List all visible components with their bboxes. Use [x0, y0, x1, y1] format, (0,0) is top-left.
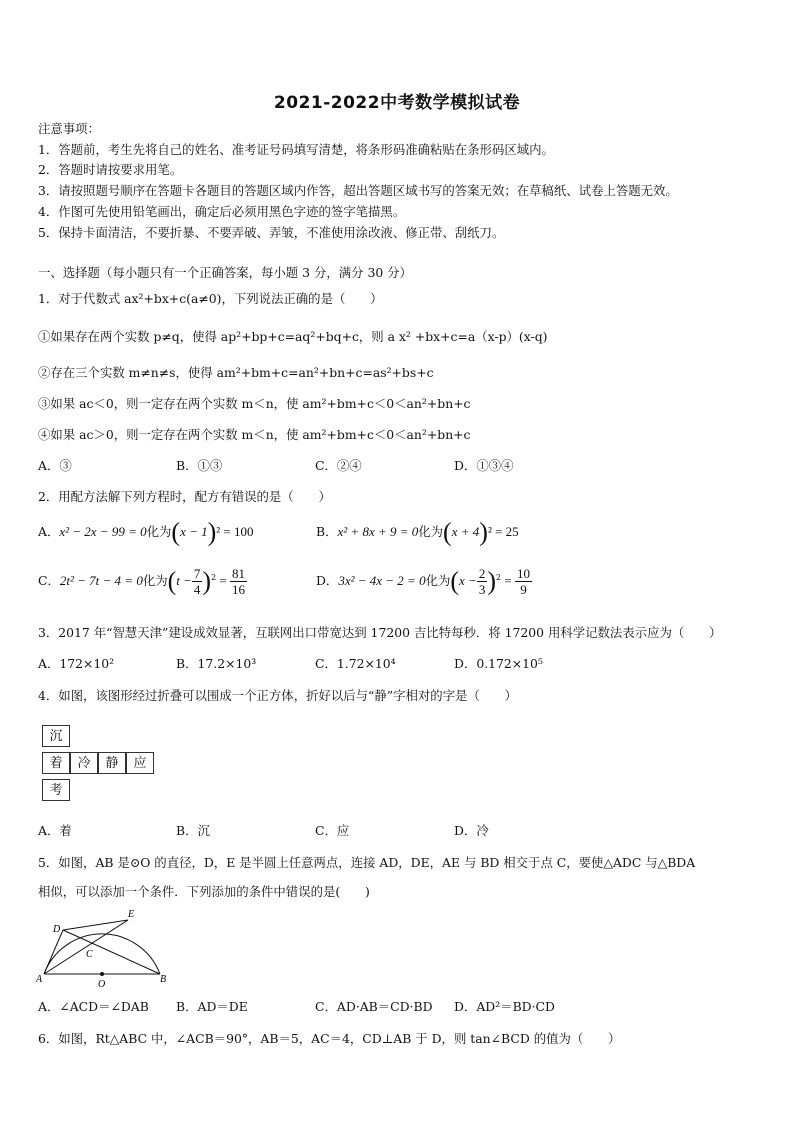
question-5-stem-cont: 相似，可以添加一个条件．下列添加的条件中错误的是( ) [38, 884, 370, 899]
point-label: C [86, 949, 93, 960]
q4-option-b: B．沉 [176, 823, 210, 838]
net-cell: 静 [98, 752, 126, 774]
question-4-stem: 4．如图，该图形经过折叠可以围成一个正方体，折好以后与“静”字相对的字是（ ） [38, 688, 518, 703]
q5-option-b: B．AD＝DE [176, 999, 248, 1014]
q2-option-d: D．3x² − 4x − 2 = 0化为(x − $\frac{2}{3}$ )$^2$ = $\frac{10}{9}$ [316, 566, 530, 597]
question-3-stem: 3．2017 年“智慧天津”建设成效显著，互联网出口带宽达到 17200 吉比特每秒．将 17200 用科学记数法表示应为（ ） [38, 625, 722, 640]
net-cell: 沉 [42, 725, 70, 747]
q1-option-d: D．①③④ [454, 458, 514, 473]
point-label: E [128, 909, 135, 920]
q2-option-a: A．x² − 2x − 99 = 0化为(x − 1)² = 100 [38, 517, 254, 547]
question-1-stem: 1．对于代数式 ax²+bx+c(a≠0)，下列说法正确的是（ ） [38, 291, 383, 306]
q5-option-d: D．AD²＝BD·CD [454, 999, 555, 1014]
q1-option-a: A．③ [38, 458, 72, 473]
q4-option-a: A．着 [38, 823, 72, 838]
notice-item: 5．保持卡面清洁，不要折暴、不要弄破、弄皱，不准使用涂改液、修正带、刮纸刀。 [38, 225, 505, 240]
q4-option-c: C．应 [315, 823, 350, 838]
question-6-stem: 6．如图，Rt△ABC 中，∠ACB＝90°，AB＝5，AC＝4，CD⊥AB 于 D，则 tan∠BCD 的值为（ ） [38, 1031, 621, 1046]
q5-option-a: A．∠ACD＝∠DAB [38, 999, 149, 1014]
notice-item: 4．作图可先使用铅笔画出，确定后必须用黑色字迹的签字笔描黑。 [38, 204, 406, 219]
q1-statement-4: ④如果 ac＞0，则一定存在两个实数 m＜n，使 am²+bm+c＜0＜an²+bn+c [38, 427, 471, 442]
q5-option-c: C．AD·AB＝CD·BD [315, 999, 433, 1014]
question-2-stem: 2．用配方法解下列方程时，配方有错误的是（ ） [38, 489, 331, 504]
net-cell: 应 [126, 752, 154, 774]
net-cell: 冷 [70, 752, 98, 774]
q1-statement-1: ①如果存在两个实数 p≠q，使得 ap²+bp+c=aq²+bq+c，则 a x² +bx+c=a（x-p）(x-q) [38, 329, 548, 344]
q3-option-d: D．0.172×10⁵ [454, 656, 543, 671]
point-label: D [53, 924, 61, 935]
net-cell: 考 [42, 779, 70, 801]
notice-item: 1．答题前，考生先将自己的姓名、准考证号码填写清楚，将条形码准确粘贴在条形码区域内。 [38, 142, 554, 157]
notice-item: 3．请按照题号顺序在答题卡各题目的答题区域内作答，超出答题区域书写的答案无效；在草稿纸、试卷上答题无效。 [38, 183, 678, 198]
q4-option-d: D．冷 [454, 823, 489, 838]
point-label: A [36, 974, 43, 985]
q3-option-a: A．172×10² [38, 656, 115, 671]
q3-option-b: B．17.2×10³ [176, 656, 257, 671]
net-cell: 着 [42, 752, 70, 774]
q1-option-b: B．①③ [176, 458, 223, 473]
q2-option-c: C．2t² − 7t − 4 = 0化为(t − $\frac{7}{4}$ )$^2$ = $\frac{81}{16}$ [38, 566, 246, 597]
cube-net-figure [40, 719, 154, 807]
section-heading: 一、选择题（每小题只有一个正确答案，每小题 3 分，满分 30 分） [38, 265, 412, 280]
semicircle-figure [36, 906, 172, 990]
page-title: 2021-2022中考数学模拟试卷 [273, 93, 521, 113]
point-label: O [98, 979, 106, 990]
q1-option-c: C．②④ [315, 458, 362, 473]
q1-statement-2: ②存在三个实数 m≠n≠s，使得 am²+bm+c=an²+bn+c=as²+bs+c [38, 365, 434, 380]
question-5-stem: 5．如图，AB 是⊙O 的直径，D，E 是半圆上任意两点，连接 AD，DE，AE 与 BD 相交于点 C，要使△ADC 与△BDA [38, 855, 696, 870]
q1-statement-3: ③如果 ac＜0，则一定存在两个实数 m＜n，使 am²+bm+c＜0＜an²+bn+c [38, 396, 471, 411]
q2-option-b: B．x² + 8x + 9 = 0化为(x + 4)² = 25 [316, 517, 519, 547]
point-label: B [160, 974, 167, 985]
notice-heading: 注意事项： [38, 121, 100, 136]
notice-item: 2．答题时请按要求用笔。 [38, 162, 183, 177]
q3-option-c: C．1.72×10⁴ [315, 656, 396, 671]
